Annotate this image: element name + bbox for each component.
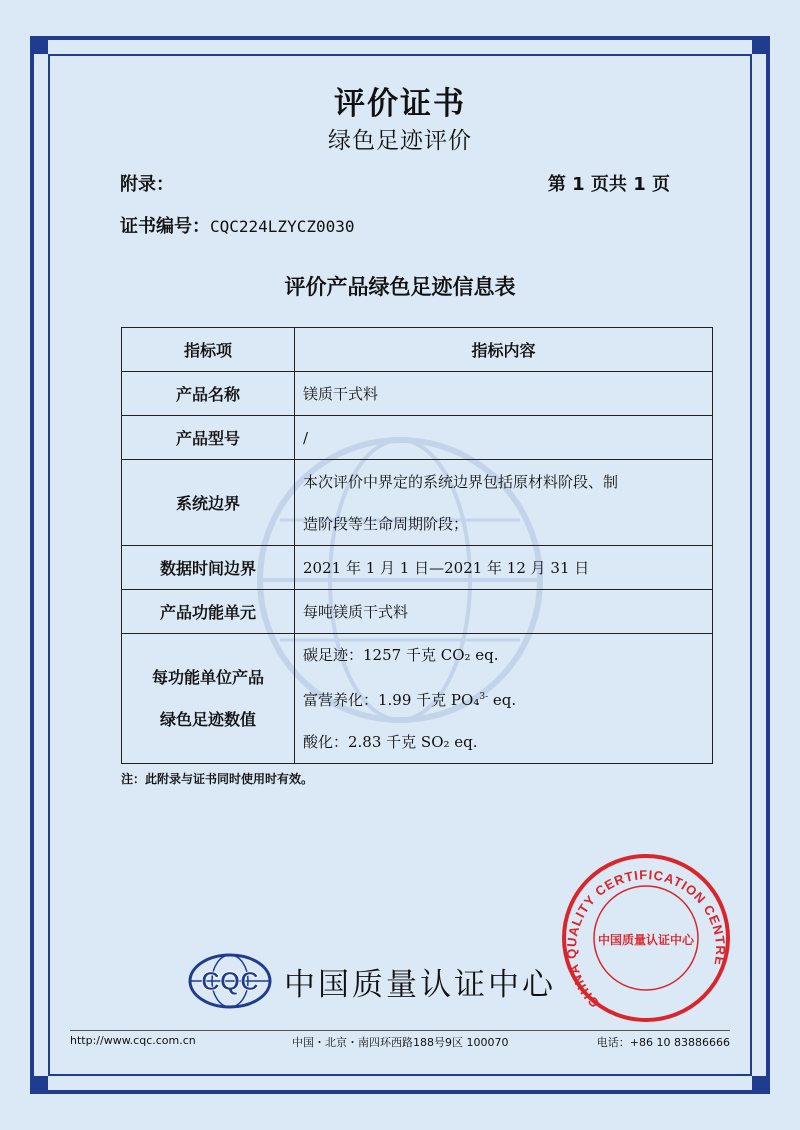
seal-center-text: 中国质量认证中心 <box>597 933 695 947</box>
carbon-footprint: 碳足迹：1257 千克 CO₂ eq. <box>303 646 499 664</box>
certificate-number <box>120 212 355 238</box>
table-row <box>122 460 713 546</box>
certificate-subtitle: 绿色足迹评价 <box>328 128 472 154</box>
cqc-globe-icon <box>188 953 272 1009</box>
page-number: 第 1 页共 1 页 <box>547 174 670 195</box>
header-key: 指标项 <box>122 328 295 372</box>
table-row <box>122 416 713 460</box>
row-value-line: 造阶段等生命周期阶段； <box>303 514 469 533</box>
table-row <box>122 634 713 764</box>
appendix-label: 附录： <box>120 174 174 195</box>
row-key-line: 每功能单位产品 <box>151 667 264 687</box>
row-value <box>295 634 713 764</box>
eutrophication <box>303 676 704 721</box>
table-row <box>122 546 713 590</box>
row-value-line: 本次评价中界定的系统边界包括原材料阶段、制 <box>303 472 619 491</box>
corner-ornament <box>752 40 766 54</box>
row-key: 产品型号 <box>122 416 295 460</box>
cqc-logo <box>188 956 556 1006</box>
corner-ornament <box>34 1076 48 1090</box>
row-key: 数据时间边界 <box>122 546 295 590</box>
validity-note: 注：此附录与证书同时使用时有效。 <box>121 772 314 786</box>
eutrophication-value: 富营养化：1.99 千克 PO₄ <box>303 691 480 709</box>
certificate-title: 评价证书 <box>334 86 466 122</box>
row-value: 2021 年 1 月 1 日—2021 年 12 月 31 日 <box>295 546 713 590</box>
row-key <box>122 634 295 764</box>
certificate-number-label: 证书编号： <box>120 216 210 237</box>
eutrophication-charge: 3- <box>479 692 489 702</box>
row-value: 每吨镁质干式料 <box>295 590 713 634</box>
row-key: 系统边界 <box>122 460 295 546</box>
row-key-line: 绿色足迹数值 <box>159 709 256 729</box>
row-key: 产品名称 <box>122 372 295 416</box>
certificate-number-value: CQC224LZYCZ0030 <box>210 217 355 236</box>
row-key: 产品功能单元 <box>122 590 295 634</box>
table-row <box>122 590 713 634</box>
row-value <box>295 460 713 546</box>
cqc-mark: CQC <box>201 966 259 996</box>
certification-seal <box>560 852 732 1024</box>
seal-ring-text: CHINA QUALITY CERTIFICATION CENTRE <box>563 867 729 1011</box>
footer-phone: 电话：+86 10 83886666 <box>596 1036 730 1049</box>
footer-address: 中国・北京・南四环西路188号9区 100070 <box>292 1036 509 1049</box>
table-header-row <box>122 328 713 372</box>
table-title: 评价产品绿色足迹信息表 <box>284 275 516 299</box>
acidification: 酸化：2.83 千克 SO₂ eq. <box>303 733 478 751</box>
row-value: / <box>295 416 713 460</box>
footer-website: http://www.cqc.com.cn <box>70 1034 196 1047</box>
table-row <box>122 372 713 416</box>
eutrophication-unit: eq. <box>488 691 517 709</box>
corner-ornament <box>752 1076 766 1090</box>
header-value: 指标内容 <box>295 328 713 372</box>
organization-name: 中国质量认证中心 <box>284 966 556 1003</box>
corner-ornament <box>34 40 48 54</box>
row-value: 镁质干式料 <box>295 372 713 416</box>
footprint-info-table <box>121 327 713 764</box>
footer-divider <box>70 1030 730 1031</box>
